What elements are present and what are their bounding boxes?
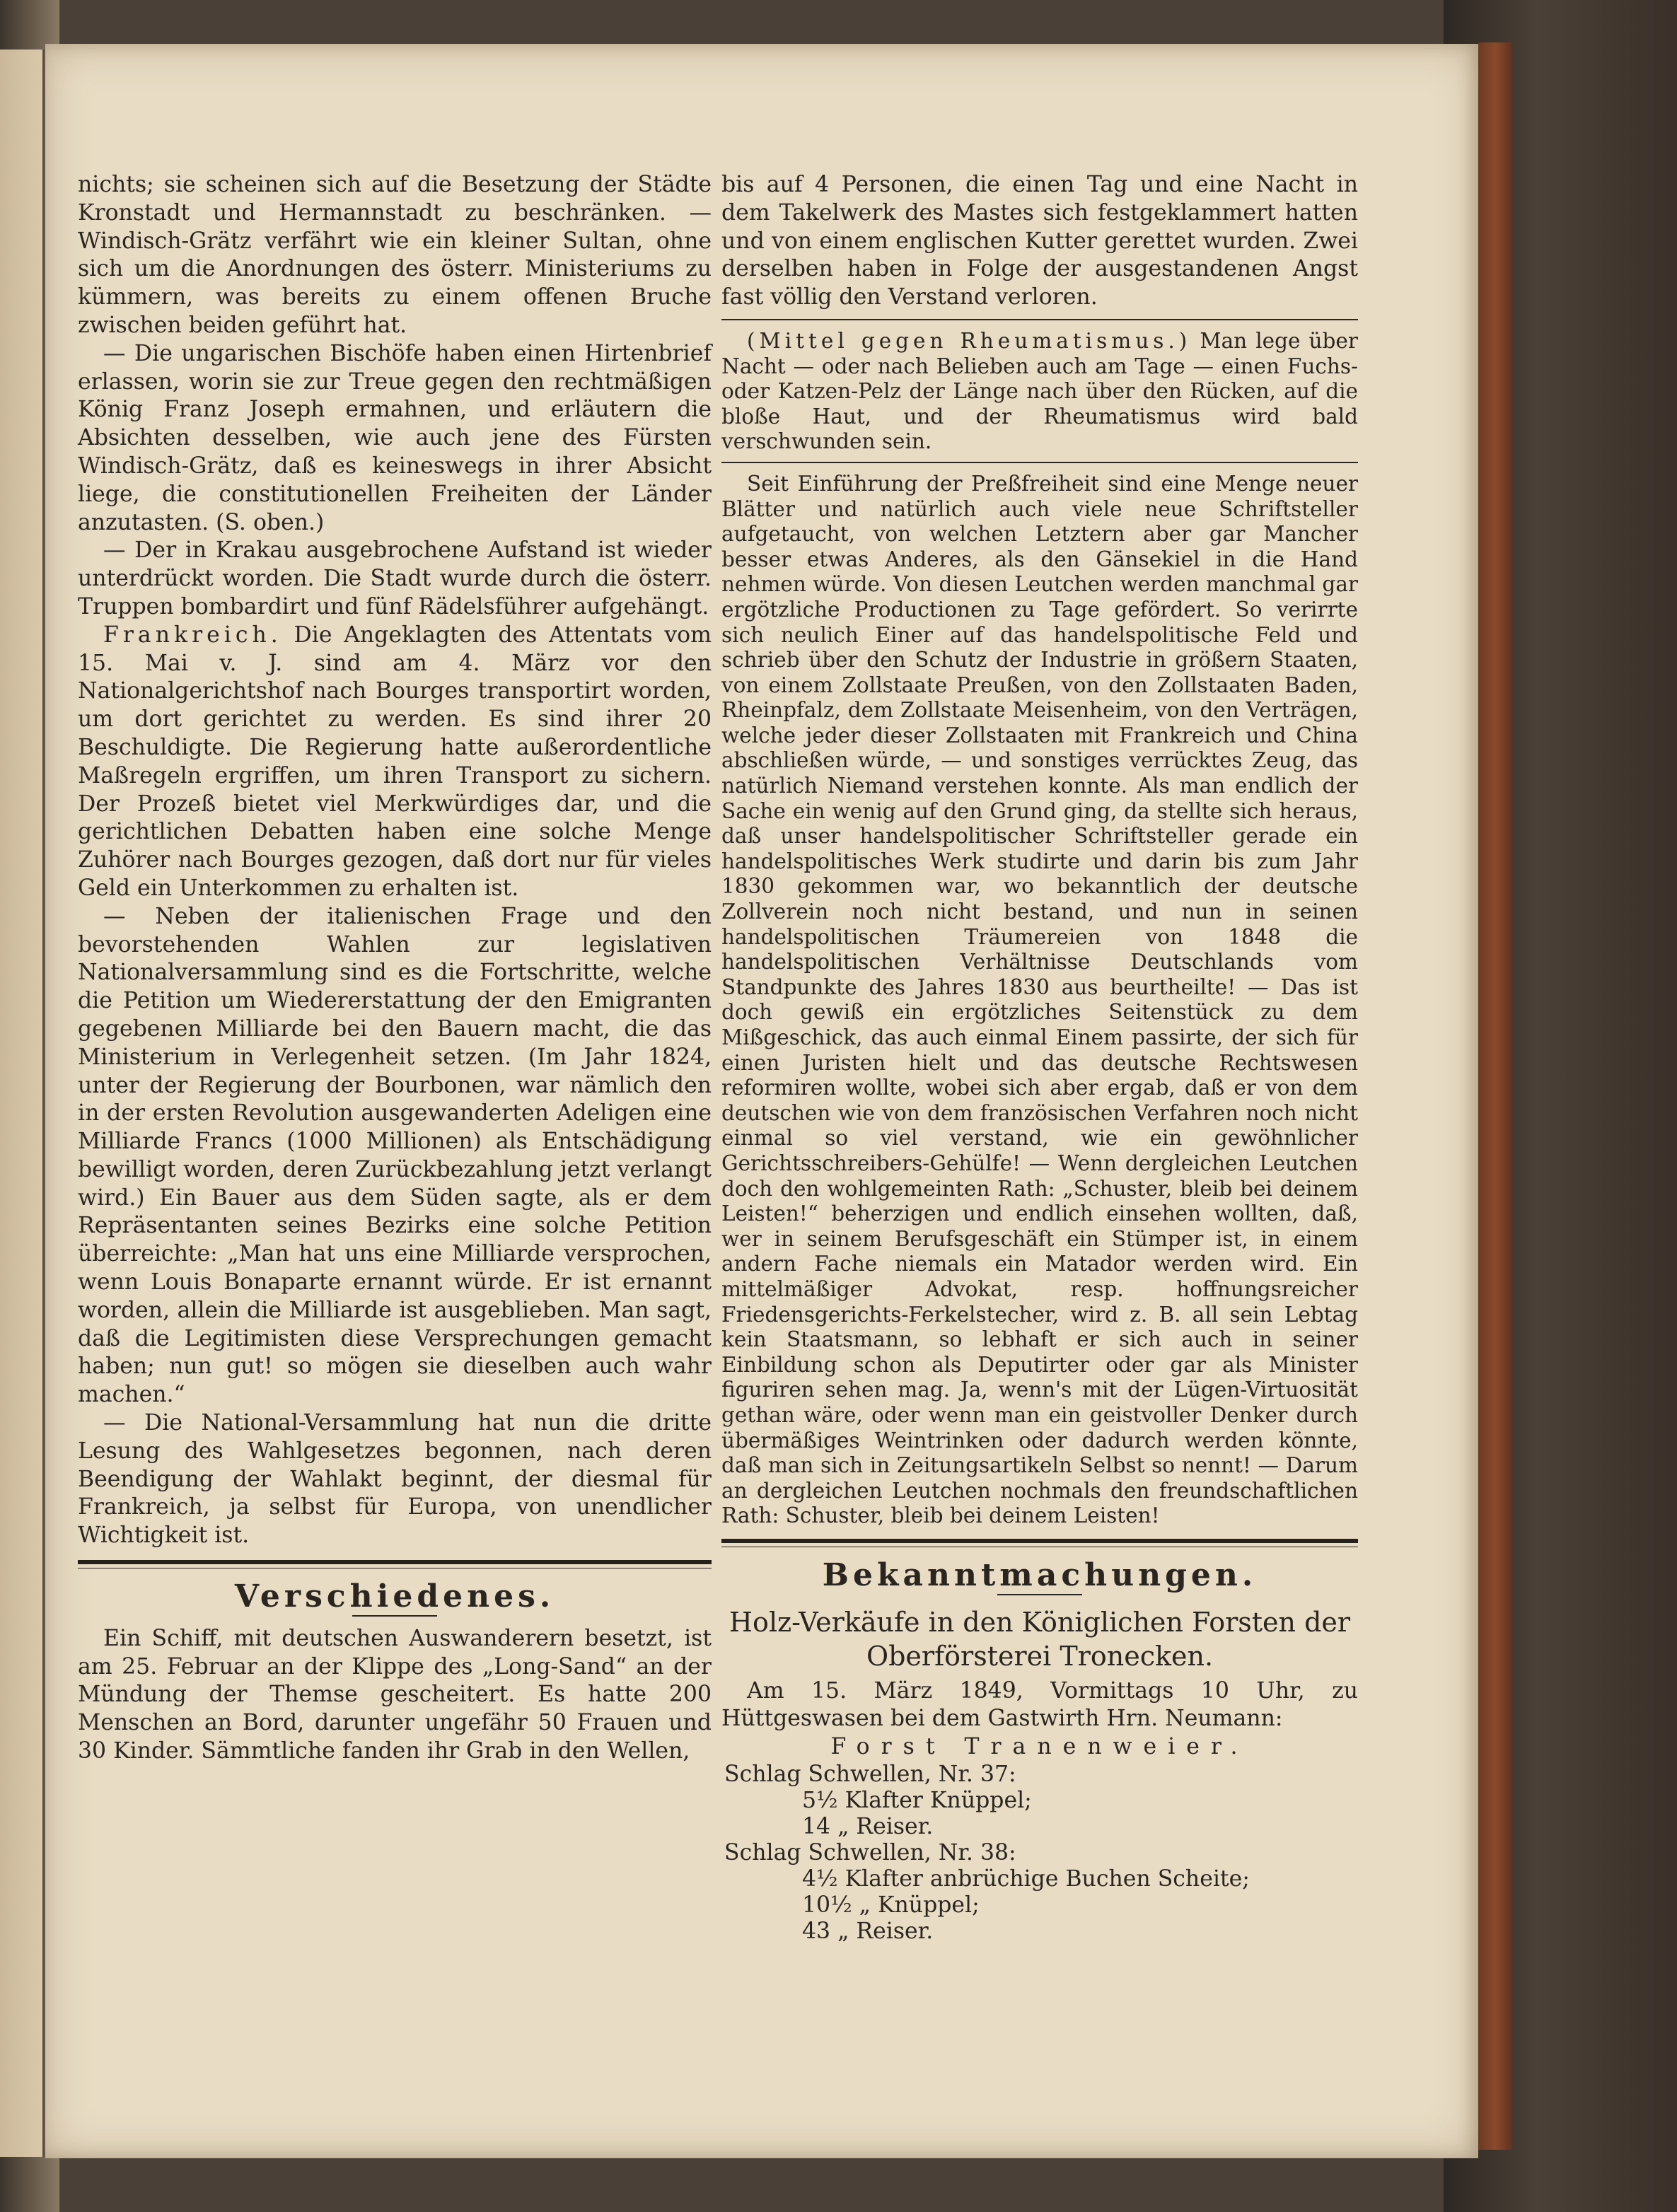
- paragraph-pressfreiheit: Seit Einführung der Preßfreiheit sind eine Menge neuer Blätter und natürlich auch viele neue Schriftsteller aufgetaucht, von welchen Letztern aber gar Mancher besser etwas Anderes, als den Gänsekiel in die Hand nehmen würde. Von diesen Leutchen werden manchmal gar ergötzliche Productionen zu Tage gefördert. So verirrte sich neulich Einer auf das handelspolitische Feld und schrieb über den Schutz der Industrie in größern Staaten, von einem Zollstaate Preußen, von den Zollstaaten Baden, Rheinpfalz, dem Zollstaate Meisenheim, von den Verträgen, welche jeder dieser Zollstaaten mit Frankreich und China abschließen würde, — und sonstiges verrücktes Zeug, das natürlich Niemand verstehen konnte. Als man endlich der Sache ein wenig auf den Grund ging, da stellte sich heraus, daß unser handelspolitischer Schriftsteller gerade ein handelspolitisches Werk studirte und darin bis zum Jahr 1830 gekommen war, wo bekanntlich der deutsche Zollverein noch nicht bestand, und nun in seinen handelspolitischen Träumereien von 1848 die handelspolitischen Verhältnisse Deutschlands vom Standpunkte des Jahres 1830 aus beurtheilte! — Das ist doch gewiß ein ergötzliches Seitenstück zu dem Mißgeschick, das auch einmal Einem passirte, der sich für einen Juristen hielt und das deutsche Rechtswesen reformiren wollte, wobei sich aber ergab, daß er von dem deutschen wie von dem französischen Verfahren noch nicht einmal so viel verstand, wie ein gewöhnlicher Gerichtsschreibers-Gehülfe! — Wenn dergleichen Leutchen doch den wohlgemeinten Rath: „Schuster, bleib bei deinem Leisten!“ beherzigen und endlich einsehen wollten, daß, wer in seinem Berufsgeschäft ein Stümper ist, in einem andern Fache niemals ein Matador werden wird. Ein mittelmäßiger Advokat, resp. hoffnungsreicher Friedensgerichts-Ferkelstecher, wird z. B. all sein Lebtag kein Staatsmann, so lebhaft er sich auch in seiner Einbildung schon als Deputirter oder gar als Minister figuriren sehen mag. Ja, wenn's mit der Lügen-Virtuosität gethan wäre, oder wenn man ein geistvoller Denker durch übermäßiges Weintrinken oder dadurch werden könnte, daß man sich in Zeitungsartikeln Selbst so nennt! — Darum an dergleichen Leutchen nochmals den freundschaftlichen Rath: Schuster, bleib bei deinem Leisten!: [721, 471, 1359, 1528]
- previous-page-edge: [0, 50, 45, 2157]
- paragraph-windisch-graetz: nichts; sie scheinen sich auf die Besetzung der Städte Kronstadt und Hermannstadt zu beschränken. — Windisch-Grätz verfährt wie ein kleiner Sultan, ohne sich um die Anordnungen des österr. Ministeriums zu kümmern, was bereits zu einem offenen Bruche zwischen beiden geführt hat.: [78, 172, 712, 338]
- forest-name: Forst Tranenweier.: [830, 1734, 1249, 1760]
- paragraph-schiff-continued: bis auf 4 Personen, die einen Tag und eine Nacht in dem Takelwerk des Mastes sich festgeklammert hatten und von einem englischen Kutter gerettet wurden. Zwei derselben haben in Folge der ausgestandenen Angst fast völlig den Verstand verloren.: [721, 172, 1358, 310]
- section-title-verschiedenes: Verschiedenes.: [234, 1578, 555, 1615]
- paragraph-frankreich-text: Die Angeklagten des Attentats vom 15. Mai v. J. sind am 4. März vor den Nationalgerichtshof nach Bourges transportirt worden, um dort gerichtet zu werden. Es sind ihrer 20 Beschuldigte. Die Regierung hatte außerordentliche Maßregeln ergriffen, um ihren Transport zu sichern. Der Prozeß bietet viel Merkwürdiges dar, und die gerichtlichen Debatten haben eine solche Menge Zuhörer nach Bourges gezogen, daß dort nur für vieles Geld ein Unterkommen zu erhalten ist.: [78, 622, 712, 901]
- schlag-38-item-2: 10½ „ Knüppel;: [802, 1892, 980, 1919]
- paragraph-milliarde: — Neben der italienischen Frage und den bevorstehenden Wahlen zur legislativen Nationalversammlung sind es die Fortschritte, welche die Petition um Wiedererstattung der den Emigranten gegebenen Milliarde bei den Bauern macht, die das Ministerium in Verlegenheit setzen. (Im Jahr 1824, unter der Regierung der Bourbonen, war nämlich den in der ersten Revolution ausgewanderten Adeligen eine Milliarde Francs (1000 Millionen) als Entschädigung bewilligt worden, deren Zurückbezahlung jetzt verlangt wird.) Ein Bauer aus dem Süden sagte, als er dem Repräsentanten seines Bezirks eine solche Petition überreichte: „Man hat uns eine Milliarde versprochen, wenn Louis Bonaparte ernannt würde. Er ist ernannt worden, allein die Milliarde ist ausgeblieben. Man sagt, daß die Legitimisten diese Versprechungen gemacht haben; nun gut! so mögen sie dieselben auch wahr machen.“: [78, 903, 712, 1408]
- left-column: [78, 171, 712, 1766]
- paragraph-frankreich: [78, 622, 712, 903]
- short-rule-2: [997, 1594, 1082, 1595]
- book-cover-board: [1477, 42, 1512, 2150]
- section-divider: [78, 1560, 712, 1564]
- country-heading: Frankreich.: [103, 622, 282, 648]
- paragraph-krakau: — Der in Krakau ausgebrochene Aufstand ist wieder unterdrückt worden. Die Stadt wurde durch die österr. Truppen bombardirt und fünf Rädelsführer aufgehängt.: [78, 537, 712, 619]
- notice-intro: Am 15. März 1849, Vormittags 10 Uhr, zu Hüttgeswasen bei dem Gastwirth Hrn. Neumann:: [721, 1677, 1358, 1732]
- newspaper-page: [45, 44, 1478, 2158]
- schlag-38-item-1: 4½ Klafter anbrüchige Buchen Scheite;: [802, 1866, 1250, 1892]
- rheumatismus-text: Man lege über Nacht — oder nach Belieben auch am Tage — einen Fuchs- oder Katzen-Pelz der Länge nach über den Rücken, auf die bloße Haut, und der Rheumatismus wird bald verschwunden sein.: [721, 328, 1358, 454]
- wood-list: [724, 1762, 1358, 1945]
- notice-title-line-2: Oberförsterei Tronecken.: [866, 1640, 1214, 1672]
- schlag-37-item-2: 14 „ Reiser.: [802, 1814, 934, 1840]
- schlag-38-item-3: 43 „ Reiser.: [802, 1919, 934, 1945]
- rule-1: [721, 319, 1358, 320]
- section-divider-2: [721, 1539, 1358, 1543]
- short-rule: [352, 1615, 437, 1617]
- schlag-37-item-1: 5½ Klafter Knüppel;: [802, 1788, 1032, 1814]
- notice-title-line-1: Holz-Verkäufe in den Königlichen Forsten der: [729, 1606, 1351, 1638]
- rule-2: [721, 462, 1358, 463]
- section-title-bekanntmachungen: Bekanntmachungen.: [822, 1556, 1258, 1593]
- paragraph-schiff: Ein Schiff, mit deutschen Auswanderern besetzt, ist am 25. Februar an der Klippe des „Long-Sand“ an der Mündung der Themse gescheitert. Es hatte 200 Menschen an Bord, darunter ungefähr 50 Frauen und 30 Kinder. Sämmtliche fanden ihr Grab in den Wellen,: [78, 1625, 712, 1764]
- right-column: [721, 171, 1358, 1945]
- schlag-37: Schlag Schwellen, Nr. 37:: [724, 1762, 1016, 1788]
- paragraph-rheumatismus: [721, 329, 1358, 455]
- rheumatismus-heading: (Mittel gegen Rheumatismus.): [747, 328, 1192, 353]
- schlag-38: Schlag Schwellen, Nr. 38:: [724, 1840, 1016, 1866]
- paragraph-bishops: — Die ungarischen Bischöfe haben einen Hirtenbrief erlassen, worin sie zur Treue gegen den rechtmäßigen König Franz Joseph ermahnen, und erläutern die Absichten desselben, wie auch jene des Fürsten Windisch-Grätz, daß es keineswegs in ihrer Absicht liege, die constitutionellen Freiheiten der Länder anzutasten. (S. oben.): [78, 340, 712, 535]
- paragraph-wahlgesetz: — Die National-Versammlung hat nun die dritte Lesung des Wahlgesetzes begonnen, nach deren Beendigung der Wahlakt beginnt, der diesmal für Frankreich, ja selbst für Europa, von unendlicher Wichtigkeit ist.: [78, 1410, 712, 1549]
